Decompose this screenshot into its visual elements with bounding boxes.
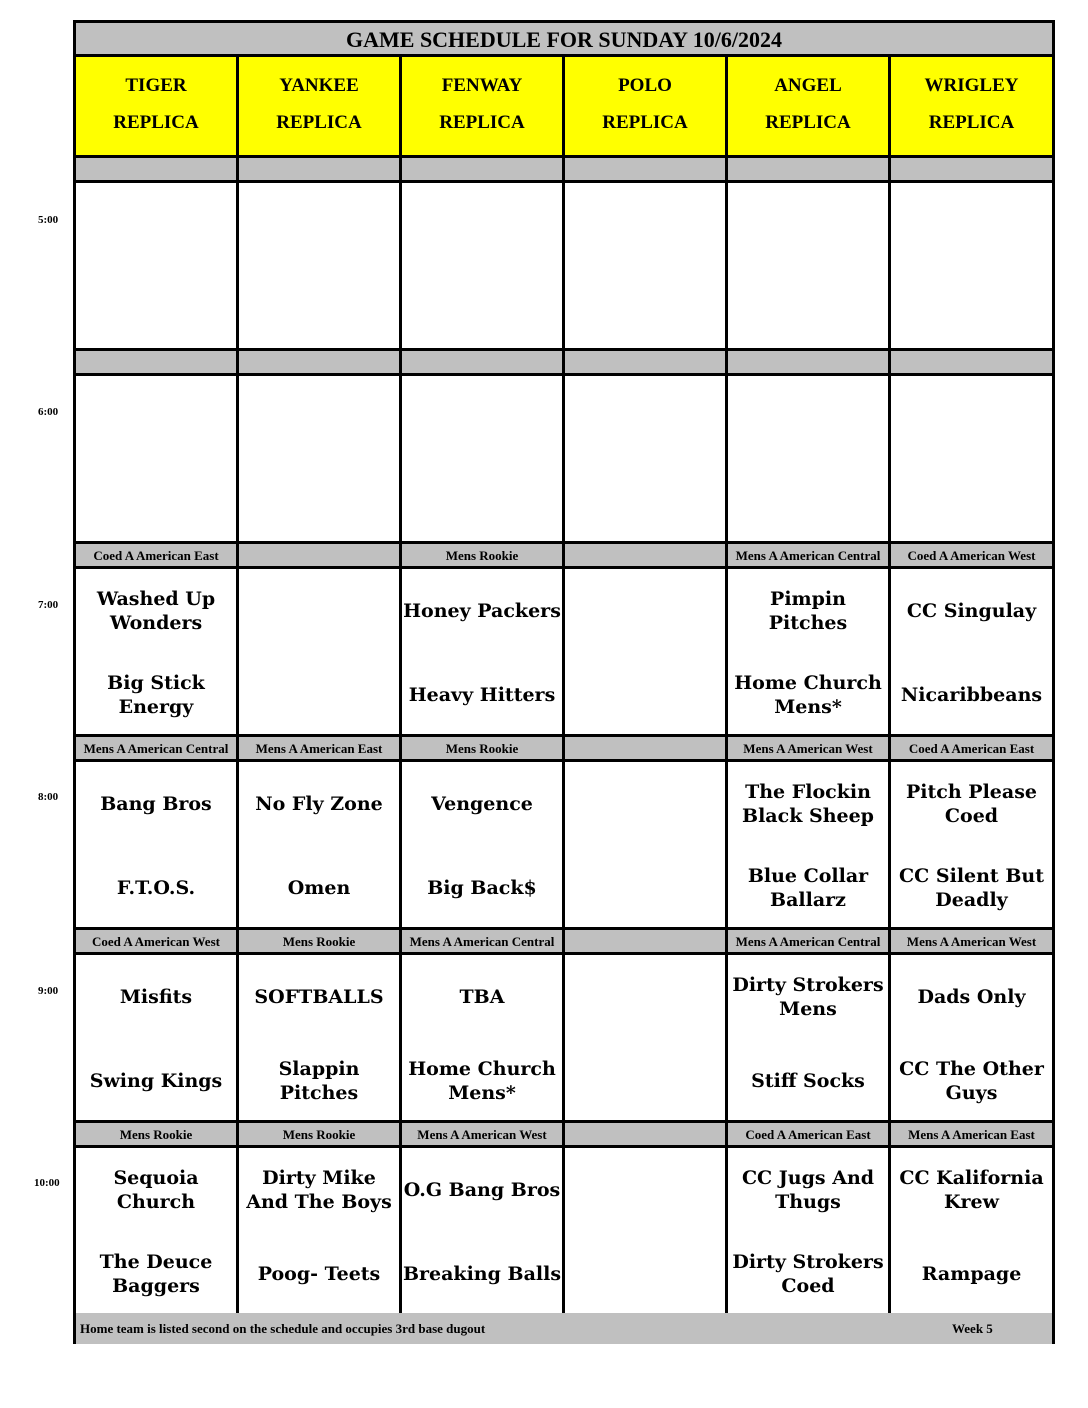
division-label: Mens A American Central xyxy=(76,737,239,759)
time-label: 9:00 xyxy=(38,985,59,997)
division-label xyxy=(565,351,728,373)
division-label: Mens A American East xyxy=(891,1123,1052,1145)
game-cell xyxy=(239,1148,402,1313)
division-label: Coed A American East xyxy=(891,737,1052,759)
home-team: Stiff Socks xyxy=(751,1070,865,1092)
home-team: Big Stick Energy xyxy=(107,672,205,718)
footer-note: Home team is listed second on the schedule and occupies 3rd base dugout xyxy=(80,1321,486,1336)
division-label: Coed A American East xyxy=(76,544,239,566)
game-cell xyxy=(565,1148,728,1313)
away-team: Bang Bros xyxy=(100,793,212,815)
game-cell xyxy=(565,762,728,927)
away-team: CC Jugs And Thugs xyxy=(741,1167,875,1213)
game-cell xyxy=(402,569,565,734)
game-row xyxy=(76,183,1052,348)
home-team: Swing Kings xyxy=(89,1070,223,1092)
away-team: Dirty Strokers Mens xyxy=(732,974,884,1020)
time-column xyxy=(0,0,72,1408)
division-label xyxy=(402,158,565,180)
home-team: Poog- Teets xyxy=(257,1263,381,1285)
away-team: Dirty Mike And The Boys xyxy=(246,1167,392,1213)
division-label: Mens Rookie xyxy=(239,930,402,952)
away-team xyxy=(565,762,725,846)
time-label: 6:00 xyxy=(38,406,59,418)
division-row xyxy=(76,737,1052,759)
division-label xyxy=(728,351,891,373)
time-label: 7:00 xyxy=(38,599,59,611)
home-team: Big Back$ xyxy=(427,877,537,899)
division-label xyxy=(891,158,1052,180)
away-team: Pimpin Pitches xyxy=(768,588,848,634)
time-label: 5:00 xyxy=(38,214,59,226)
home-team: Home Church Mens* xyxy=(408,1058,556,1104)
game-cell xyxy=(891,183,1052,348)
game-cell xyxy=(76,569,239,734)
page-title: GAME SCHEDULE FOR SUNDAY 10/6/2024 xyxy=(76,23,1052,57)
game-row xyxy=(76,376,1052,541)
division-row xyxy=(76,158,1052,180)
game-cell xyxy=(239,955,402,1120)
home-team: Dirty Strokers Coed xyxy=(732,1251,884,1297)
game-cell xyxy=(728,376,891,541)
game-cell xyxy=(76,762,239,927)
division-label xyxy=(76,158,239,180)
away-team: Washed Up Wonders xyxy=(96,588,216,634)
away-team: Misfits xyxy=(119,986,193,1008)
division-label: Coed A American West xyxy=(76,930,239,952)
division-row xyxy=(76,544,1052,566)
home-team: Nicaribbeans xyxy=(900,684,1043,706)
game-cell xyxy=(239,762,402,927)
game-cell xyxy=(728,183,891,348)
schedule-table xyxy=(73,20,1055,1344)
week-label: Week 5 xyxy=(952,1321,993,1336)
home-team: Breaking Balls xyxy=(402,1263,562,1285)
home-team: CC The Other Guys xyxy=(899,1058,1044,1104)
field-header: ANGEL REPLICA xyxy=(728,57,891,155)
game-cell xyxy=(76,1148,239,1313)
game-cell xyxy=(239,376,402,541)
game-cell xyxy=(402,955,565,1120)
division-label: Mens Rookie xyxy=(402,737,565,759)
home-team: Slappin Pitches xyxy=(278,1058,360,1104)
game-cell xyxy=(76,376,239,541)
home-team xyxy=(565,653,725,734)
game-row xyxy=(76,569,1052,734)
field-header: YANKEE REPLICA xyxy=(239,57,402,155)
away-team: The Flockin Black Sheep xyxy=(742,781,874,827)
game-cell xyxy=(402,1148,565,1313)
game-cell xyxy=(239,569,402,734)
division-label xyxy=(565,544,728,566)
division-label: Mens A American East xyxy=(239,737,402,759)
division-label: Mens Rookie xyxy=(239,1123,402,1145)
game-cell xyxy=(891,955,1052,1120)
away-team: Sequoia Church xyxy=(113,1167,199,1213)
division-label: Mens Rookie xyxy=(402,544,565,566)
division-label: Coed A American East xyxy=(728,1123,891,1145)
game-cell xyxy=(891,1148,1052,1313)
division-label xyxy=(891,351,1052,373)
home-team: Omen xyxy=(287,877,351,899)
away-team: Honey Packers xyxy=(403,600,561,622)
game-cell xyxy=(728,762,891,927)
division-label: Mens Rookie xyxy=(76,1123,239,1145)
game-cell xyxy=(402,183,565,348)
game-row xyxy=(76,1145,1052,1313)
game-row xyxy=(76,762,1052,927)
division-label: Mens A American West xyxy=(891,930,1052,952)
division-label: Mens A American Central xyxy=(728,930,891,952)
game-cell xyxy=(891,376,1052,541)
field-header: POLO REPLICA xyxy=(565,57,728,155)
away-team xyxy=(565,1148,725,1232)
division-label xyxy=(565,1123,728,1145)
home-team: F.T.O.S. xyxy=(116,877,196,899)
away-team: Vengence xyxy=(431,793,533,815)
division-label xyxy=(565,158,728,180)
division-label xyxy=(402,351,565,373)
away-team xyxy=(565,569,725,653)
division-row xyxy=(76,930,1052,952)
footer xyxy=(76,1313,1052,1344)
game-cell xyxy=(728,569,891,734)
division-label: Coed A American West xyxy=(891,544,1052,566)
home-team: The Deuce Baggers xyxy=(99,1251,213,1297)
division-label: Mens A American West xyxy=(402,1123,565,1145)
game-cell xyxy=(76,183,239,348)
home-team: CC Silent But Deadly xyxy=(899,865,1044,911)
home-team xyxy=(239,653,399,734)
division-row xyxy=(76,1123,1052,1145)
game-cell xyxy=(402,376,565,541)
division-label xyxy=(728,158,891,180)
division-label xyxy=(239,158,402,180)
division-label xyxy=(565,737,728,759)
home-team xyxy=(565,1039,725,1120)
home-team: Heavy Hitters xyxy=(408,684,556,706)
game-cell xyxy=(891,762,1052,927)
game-cell xyxy=(565,183,728,348)
away-team: SOFTBALLS xyxy=(254,986,384,1008)
home-team xyxy=(565,1232,725,1313)
away-team: CC Kalifornia Krew xyxy=(899,1167,1044,1213)
game-row xyxy=(76,955,1052,1120)
away-team: O.G Bang Bros xyxy=(403,1179,561,1201)
home-team: Blue Collar Ballarz xyxy=(747,865,869,911)
time-label: 10:00 xyxy=(34,1177,60,1189)
away-team: Pitch Please Coed xyxy=(906,781,1037,827)
time-label: 8:00 xyxy=(38,791,59,803)
division-label: Mens A American Central xyxy=(402,930,565,952)
game-cell xyxy=(76,955,239,1120)
home-team: Rampage xyxy=(921,1263,1022,1285)
game-cell xyxy=(728,1148,891,1313)
division-label xyxy=(239,544,402,566)
division-label xyxy=(76,351,239,373)
away-team: CC Singulay xyxy=(906,600,1037,622)
division-label xyxy=(565,930,728,952)
field-header-row xyxy=(76,57,1052,155)
division-row xyxy=(76,351,1052,373)
away-team xyxy=(565,955,725,1039)
division-label: Mens A American Central xyxy=(728,544,891,566)
game-cell xyxy=(565,569,728,734)
game-cell xyxy=(891,569,1052,734)
home-team xyxy=(565,846,725,927)
away-team: TBA xyxy=(459,986,505,1008)
away-team xyxy=(239,569,399,653)
away-team: No Fly Zone xyxy=(255,793,383,815)
field-header: FENWAY REPLICA xyxy=(402,57,565,155)
home-team: Home Church Mens* xyxy=(734,672,882,718)
division-label xyxy=(239,351,402,373)
field-header: TIGER REPLICA xyxy=(76,57,239,155)
game-cell xyxy=(239,183,402,348)
field-header: WRIGLEY REPLICA xyxy=(891,57,1052,155)
division-label: Mens A American West xyxy=(728,737,891,759)
game-cell xyxy=(728,955,891,1120)
game-cell xyxy=(565,955,728,1120)
game-cell xyxy=(565,376,728,541)
away-team: Dads Only xyxy=(917,986,1026,1008)
game-cell xyxy=(402,762,565,927)
